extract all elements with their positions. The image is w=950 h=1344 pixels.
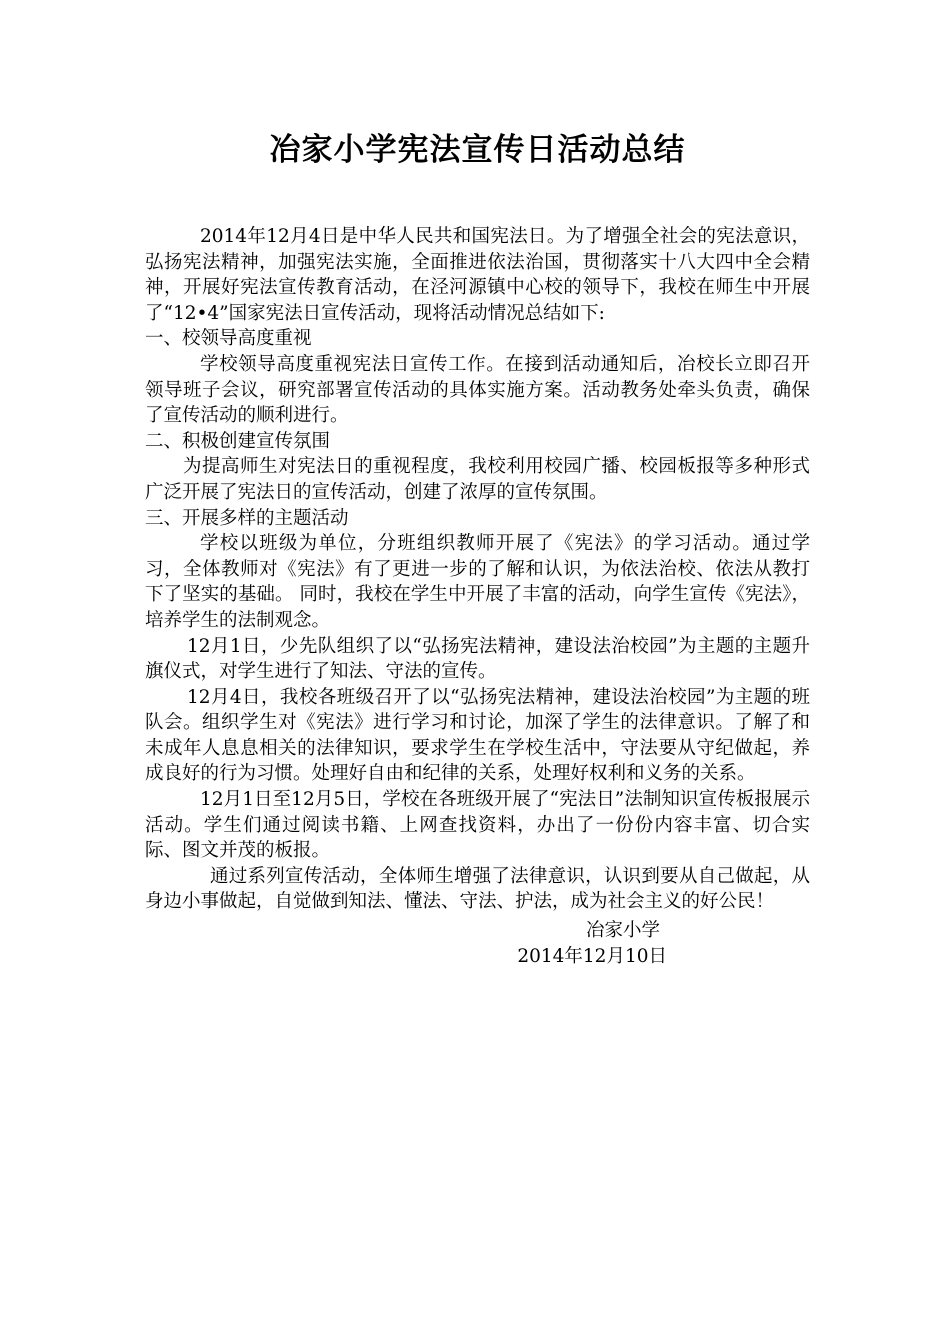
section-heading-1: 一、校领导高度重视 xyxy=(145,328,312,350)
signature-organization: 冶家小学 xyxy=(585,920,660,942)
section-heading-2: 二、积极创建宣传氛围 xyxy=(145,430,331,452)
section-heading-3: 三、开展多样的主题活动 xyxy=(145,507,349,529)
section-1-paragraph: 学校领导高度重视宪法日宣传工作。在接到活动通知后，冶校长立即召开领导班子会议，研究部署宣传活动的具体实施方案。活动教务处牵头负责，确保了宣传活动的顺利进行。 xyxy=(145,353,810,427)
document-page xyxy=(145,125,810,969)
section-3-paragraph-2: 12月1日，少先队组织了以“弘扬宪法精神，建设法治校园”为主题的主题升旗仪式，对学生进行了知法、守法的宣传。 xyxy=(145,635,810,683)
intro-paragraph: 2014年12月4日是中华人民共和国宪法日。为了增强全社会的宪法意识，弘扬宪法精神，加强宪法实施，全面推进依法治国，贯彻落实十八大四中全会精神，开展好宪法宣传教育活动，在泾河源镇中心校的领导下，我校在师生中开展了“12•4”国家宪法日宣传活动，现将活动情况总结如下: xyxy=(145,226,810,324)
section-3-paragraph-3: 12月4日，我校各班级召开了以“弘扬宪法精神，建设法治校园”为主题的班队会。组织学生对《宪法》进行学习和讨论，加深了学生的法律意识。了解了和未成年人息息相关的法律知识，要求学生在学校生活中，守法要从守纪做起，养成良好的行为习惯。处理好自由和纪律的关系，处理好权利和义务的关系。 xyxy=(145,686,810,785)
document-body xyxy=(145,224,810,969)
document-title: 冶家小学宪法宣传日活动总结 xyxy=(269,132,686,168)
section-3-paragraph-4: 12月1日至12月5日，学校在各班级开展了“宪法日”法制知识宣传板报展示活动。学生们通过阅读书籍、上网查找资料，办出了一份份内容丰富、切合实际、图文并茂的板报。 xyxy=(145,789,810,862)
conclusion-paragraph: 通过系列宣传活动，全体师生增强了法律意识，认识到要从自己做起，从身边小事做起，自觉做到知法、懂法、守法、护法，成为社会主义的好公民！ xyxy=(145,865,810,913)
section-3-paragraph-1: 学校以班级为单位，分班组织教师开展了《宪法》的学习活动。通过学习，全体教师对《宪法》有了更进一步的了解和认识，为依法治校、依法从教打下了坚实的基础。 同时，我校在学生中开展了丰富的活动，向学生宣传《宪法》，培养学生的法制观念。 xyxy=(145,533,810,631)
signature-date: 2014年12月10日 xyxy=(517,945,667,967)
signature-block xyxy=(145,918,810,969)
section-2-paragraph: 为提高师生对宪法日的重视程度，我校利用校园广播、校园板报等多种形式广泛开展了宪法日的宣传活动，创建了浓厚的宣传氛围。 xyxy=(145,456,810,503)
